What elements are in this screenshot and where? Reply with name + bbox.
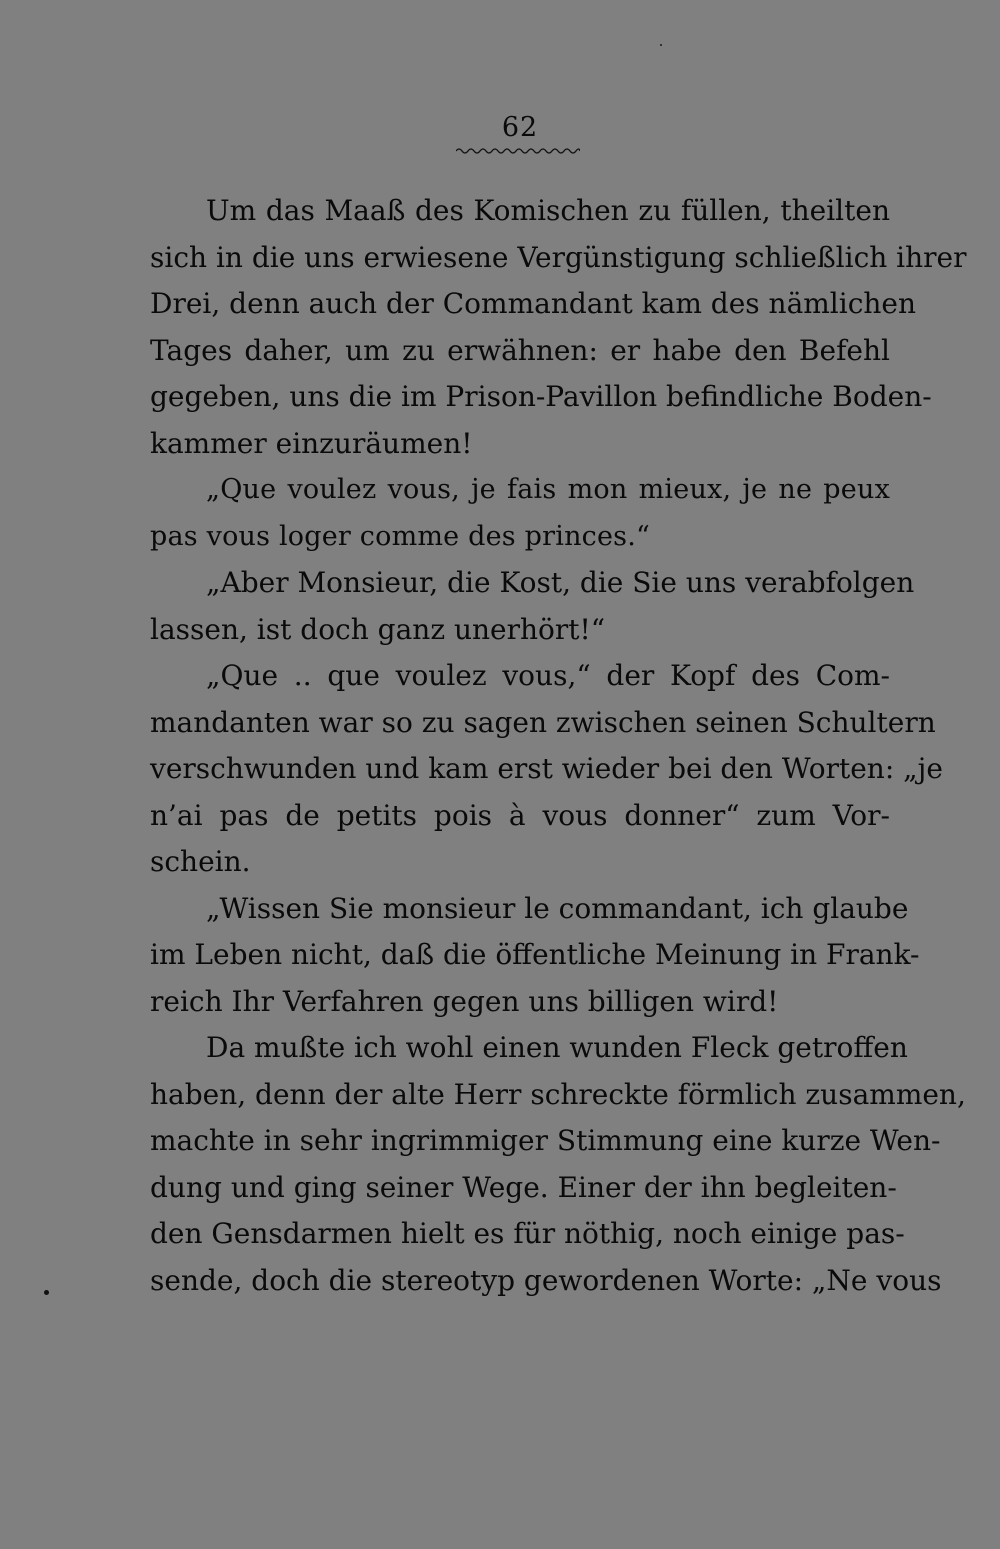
text-line: pas vous loger comme des princes.“ xyxy=(150,520,650,552)
text-line: Tages daher, um zu erwähnen: er habe den Befehl xyxy=(150,333,890,367)
body-text xyxy=(150,188,967,1304)
text-line: lassen, ist doch ganz unerhört!“ xyxy=(150,612,606,646)
paper-speck xyxy=(660,44,662,46)
text-line: den Gensdarmen hielt es für nöthig, noch einige pas- xyxy=(150,1217,905,1250)
text-line: „Que .. que voulez vous,“ der Kopf des Com- xyxy=(206,659,890,692)
text-line: „Que voulez vous, je fais mon mieux, je ne peux xyxy=(206,474,890,505)
text-line: gegeben, uns die im Prison-Pavillon befindliche Boden- xyxy=(150,380,932,413)
text-line: sich in die uns erwiesene Vergünstigung schließlich ihrer xyxy=(150,240,967,274)
text-line: kammer einzuräumen! xyxy=(150,426,473,460)
text-line: Drei, denn auch der Commandant kam des nämlichen xyxy=(150,287,917,320)
text-line: mandanten war so zu sagen zwischen seinen Schultern xyxy=(150,705,936,739)
text-line: im Leben nicht, daß die öffentliche Meinung in Frank- xyxy=(150,938,920,971)
margin-dot xyxy=(44,1290,49,1295)
page-number: 62 xyxy=(501,112,539,143)
wavy-rule-ornament xyxy=(456,146,580,156)
text-line: machte in sehr ingrimmiger Stimmung eine kurze Wen- xyxy=(150,1124,941,1157)
text-line: sende, doch die stereotyp gewordenen Worte: „Ne vous xyxy=(150,1263,942,1297)
text-line: reich Ihr Verfahren gegen uns billigen wird! xyxy=(150,984,779,1018)
text-line: dung und ging seiner Wege. Einer der ihn begleiten- xyxy=(150,1170,897,1204)
text-line: Da mußte ich wohl einen wunden Fleck getroffen xyxy=(206,1031,908,1064)
text-line: n’ai pas de petits pois à vous donner“ zum Vor- xyxy=(150,798,890,832)
text-line: „Wissen Sie monsieur le commandant, ich glaube xyxy=(206,891,909,925)
text-line: „Aber Monsieur, die Kost, die Sie uns verabfolgen xyxy=(206,566,915,599)
text-line: Um das Maaß des Komischen zu füllen, theilten xyxy=(206,194,890,227)
text-line: schein. xyxy=(150,845,251,878)
text-line: verschwunden und kam erst wieder bei den Worten: „je xyxy=(150,752,943,785)
text-line: haben, denn der alte Herr schreckte förmlich zusammen, xyxy=(150,1077,966,1111)
